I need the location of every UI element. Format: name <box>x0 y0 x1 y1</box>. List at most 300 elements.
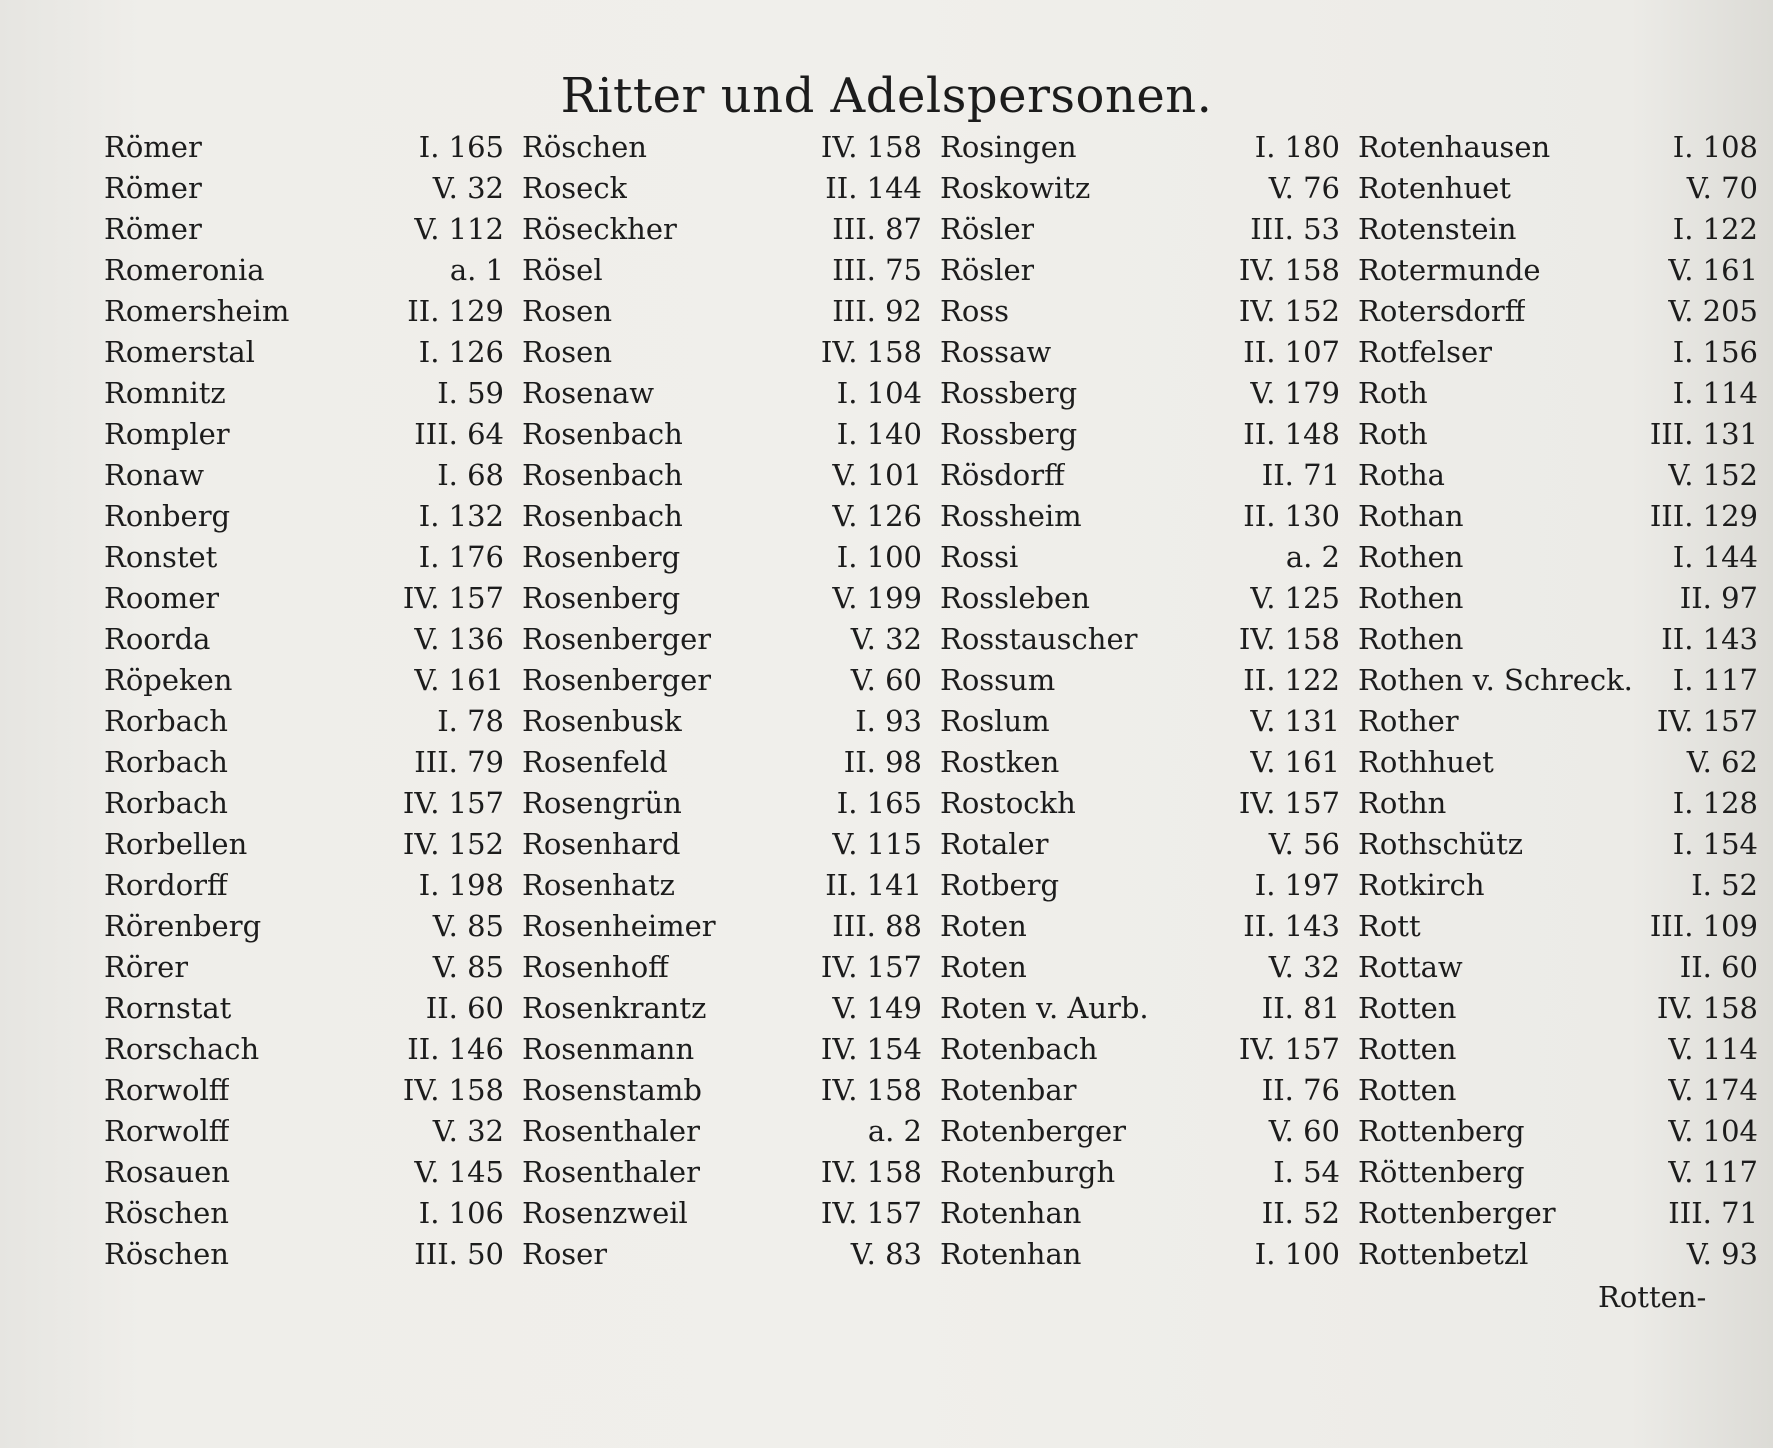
entry-name: Ronberg <box>104 499 231 533</box>
entry-name: Rothen v. Schreck. <box>1358 663 1633 697</box>
entry-name: Ronstet <box>104 540 218 574</box>
index-entry <box>940 458 1340 499</box>
entry-name: Rorwolff <box>104 1073 230 1107</box>
index-entry <box>1358 622 1758 663</box>
entry-reference: III. 87 <box>832 212 922 246</box>
entry-reference: a. 2 <box>1285 540 1340 574</box>
entry-name: Rothen <box>1358 540 1464 574</box>
entry-reference: V. 114 <box>1668 1032 1758 1066</box>
entry-name: Rosenberg <box>522 540 681 574</box>
entry-reference: V. 205 <box>1668 294 1758 328</box>
entry-name: Rotha <box>1358 458 1445 492</box>
entry-name: Roslum <box>940 704 1050 738</box>
entry-reference: III. 64 <box>414 417 504 451</box>
index-entry <box>1358 909 1758 950</box>
entry-reference: II. 52 <box>1261 1196 1340 1230</box>
index-entry <box>104 581 504 622</box>
entry-reference: V. 161 <box>1250 745 1340 779</box>
index-columns <box>104 130 1758 1280</box>
entry-name: Rosenhard <box>522 827 681 861</box>
entry-name: Rotenhan <box>940 1237 1082 1271</box>
entry-reference: V. 70 <box>1686 171 1758 205</box>
index-entry <box>1358 540 1758 581</box>
entry-reference: V. 93 <box>1686 1237 1758 1271</box>
entry-reference: II. 148 <box>1243 417 1340 451</box>
entry-name: Rösdorff <box>940 458 1065 492</box>
entry-name: Röschen <box>104 1196 229 1230</box>
index-entry <box>940 991 1340 1032</box>
index-entry <box>522 909 922 950</box>
index-entry <box>1358 1196 1758 1237</box>
entry-name: Rosenmann <box>522 1032 695 1066</box>
index-entry <box>522 253 922 294</box>
index-entry <box>104 1237 504 1278</box>
entry-reference: I. 68 <box>437 458 504 492</box>
entry-name: Rotenstein <box>1358 212 1517 246</box>
index-entry <box>104 1196 504 1237</box>
entry-name: Rothhuet <box>1358 745 1494 779</box>
entry-name: Rossberg <box>940 376 1078 410</box>
entry-name: Rothen <box>1358 622 1464 656</box>
index-entry <box>1358 1155 1758 1196</box>
entry-name: Roseck <box>522 171 628 205</box>
entry-name: Rossaw <box>940 335 1052 369</box>
index-column-3 <box>940 130 1340 1278</box>
index-entry <box>522 991 922 1032</box>
entry-reference: III. 75 <box>832 253 922 287</box>
entry-name: Rompler <box>104 417 230 451</box>
index-entry <box>940 1196 1340 1237</box>
entry-name: Rottenberger <box>1358 1196 1556 1230</box>
entry-name: Rossleben <box>940 581 1090 615</box>
index-entry <box>104 704 504 745</box>
index-entry <box>522 417 922 458</box>
entry-reference: I. 154 <box>1672 827 1758 861</box>
index-entry <box>940 171 1340 212</box>
entry-name: Rothan <box>1358 499 1464 533</box>
entry-name: Rosingen <box>940 130 1077 164</box>
index-column-4 <box>1358 130 1758 1278</box>
entry-name: Ross <box>940 294 1010 328</box>
index-entry <box>104 212 504 253</box>
entry-name: Röschen <box>104 1237 229 1271</box>
index-entry <box>940 1114 1340 1155</box>
entry-reference: V. 161 <box>1668 253 1758 287</box>
index-entry <box>522 171 922 212</box>
entry-name: Rossheim <box>940 499 1082 533</box>
index-entry <box>1358 663 1758 704</box>
entry-name: Roth <box>1358 417 1428 451</box>
entry-name: Rossi <box>940 540 1019 574</box>
index-entry <box>104 991 504 1032</box>
entry-reference: V. 174 <box>1668 1073 1758 1107</box>
entry-reference: V. 32 <box>1268 950 1340 984</box>
entry-reference: III. 131 <box>1649 417 1758 451</box>
index-entry <box>1358 376 1758 417</box>
index-entry <box>104 663 504 704</box>
entry-name: Rorbellen <box>104 827 248 861</box>
entry-name: Rosenbusk <box>522 704 682 738</box>
index-entry <box>522 581 922 622</box>
entry-reference: I. 100 <box>836 540 922 574</box>
entry-name: Rotenberger <box>940 1114 1126 1148</box>
entry-name: Rottaw <box>1358 950 1463 984</box>
entry-reference: IV. 157 <box>1238 1032 1340 1066</box>
index-entry <box>940 1237 1340 1278</box>
entry-name: Römer <box>104 130 202 164</box>
index-entry <box>522 499 922 540</box>
index-entry <box>522 827 922 868</box>
entry-name: Rösler <box>940 212 1035 246</box>
index-entry <box>940 909 1340 950</box>
entry-name: Rosenberg <box>522 581 681 615</box>
entry-reference: III. 129 <box>1649 499 1758 533</box>
index-entry <box>104 1073 504 1114</box>
index-entry <box>104 130 504 171</box>
index-entry <box>940 622 1340 663</box>
entry-reference: I. 59 <box>437 376 504 410</box>
entry-name: Rott <box>1358 909 1421 943</box>
entry-name: Rorbach <box>104 745 228 779</box>
index-entry <box>104 622 504 663</box>
entry-reference: I. 54 <box>1273 1155 1340 1189</box>
entry-reference: V. 115 <box>832 827 922 861</box>
entry-name: Rotenbar <box>940 1073 1077 1107</box>
entry-name: Rosenfeld <box>522 745 668 779</box>
entry-name: Röttenberg <box>1358 1155 1525 1189</box>
entry-name: Rotenbach <box>940 1032 1098 1066</box>
index-entry <box>522 130 922 171</box>
index-entry <box>940 868 1340 909</box>
entry-reference: IV. 157 <box>1656 704 1758 738</box>
entry-reference: II. 146 <box>407 1032 504 1066</box>
entry-reference: I. 117 <box>1672 663 1758 697</box>
index-entry <box>104 171 504 212</box>
index-entry <box>940 540 1340 581</box>
entry-name: Röschen <box>522 130 647 164</box>
entry-reference: IV. 158 <box>402 1073 504 1107</box>
entry-reference: V. 136 <box>414 622 504 656</box>
entry-name: Rostockh <box>940 786 1076 820</box>
entry-name: Rotersdorff <box>1358 294 1526 328</box>
entry-name: Rothn <box>1358 786 1447 820</box>
index-column-2 <box>522 130 922 1278</box>
entry-reference: I. 108 <box>1672 130 1758 164</box>
index-entry <box>940 1155 1340 1196</box>
entry-reference: II. 98 <box>843 745 922 779</box>
entry-name: Rosenbach <box>522 458 683 492</box>
entry-name: Rottenberg <box>1358 1114 1525 1148</box>
index-entry <box>1358 335 1758 376</box>
entry-name: Rösel <box>522 253 603 287</box>
index-entry <box>522 1155 922 1196</box>
entry-reference: II. 129 <box>407 294 504 328</box>
entry-name: Rorwolff <box>104 1114 230 1148</box>
index-entry <box>1358 745 1758 786</box>
entry-reference: I. 165 <box>418 130 504 164</box>
entry-reference: IV. 152 <box>1238 294 1340 328</box>
entry-reference: IV. 152 <box>402 827 504 861</box>
entry-name: Rotkirch <box>1358 868 1485 902</box>
entry-reference: I. 126 <box>418 335 504 369</box>
index-entry <box>940 335 1340 376</box>
index-entry <box>1358 417 1758 458</box>
index-entry <box>1358 294 1758 335</box>
entry-reference: I. 144 <box>1672 540 1758 574</box>
entry-reference: V. 60 <box>1268 1114 1340 1148</box>
entry-reference: V. 125 <box>1250 581 1340 615</box>
entry-reference: I. 165 <box>836 786 922 820</box>
index-entry <box>1358 827 1758 868</box>
entry-name: Rotten <box>1358 1073 1457 1107</box>
index-entry <box>1358 704 1758 745</box>
index-entry <box>1358 253 1758 294</box>
index-entry <box>104 1032 504 1073</box>
index-entry <box>1358 171 1758 212</box>
entry-reference: II. 144 <box>825 171 922 205</box>
entry-name: Rosenbach <box>522 417 683 451</box>
index-entry <box>940 663 1340 704</box>
entry-reference: IV. 157 <box>402 581 504 615</box>
entry-reference: V. 199 <box>832 581 922 615</box>
entry-reference: II. 97 <box>1679 581 1758 615</box>
index-entry <box>522 1114 922 1155</box>
index-entry <box>522 745 922 786</box>
entry-reference: I. 156 <box>1672 335 1758 369</box>
entry-reference: I. 197 <box>1254 868 1340 902</box>
entry-reference: IV. 158 <box>820 130 922 164</box>
entry-reference: a. 2 <box>867 1114 922 1148</box>
entry-name: Rosen <box>522 294 613 328</box>
index-entry <box>522 1032 922 1073</box>
index-entry <box>1358 499 1758 540</box>
index-entry <box>940 376 1340 417</box>
index-entry <box>104 499 504 540</box>
entry-reference: III. 109 <box>1649 909 1758 943</box>
index-entry <box>104 909 504 950</box>
entry-name: Rotberg <box>940 868 1060 902</box>
entry-name: Rotermunde <box>1358 253 1541 287</box>
entry-name: Roskowitz <box>940 171 1091 205</box>
entry-name: Rosstauscher <box>940 622 1138 656</box>
entry-name: Rosenthaler <box>522 1155 700 1189</box>
entry-name: Rosenstamb <box>522 1073 702 1107</box>
entry-reference: I. 100 <box>1254 1237 1340 1271</box>
entry-reference: IV. 157 <box>1238 786 1340 820</box>
entry-name: Rosauen <box>104 1155 230 1189</box>
index-entry <box>522 950 922 991</box>
entry-name: Rossum <box>940 663 1056 697</box>
entry-name: Rosenthaler <box>522 1114 700 1148</box>
entry-reference: II. 143 <box>1661 622 1758 656</box>
entry-reference: II. 143 <box>1243 909 1340 943</box>
entry-name: Römer <box>104 212 202 246</box>
entry-reference: IV. 158 <box>820 1073 922 1107</box>
index-entry <box>1358 1032 1758 1073</box>
index-entry <box>940 212 1340 253</box>
entry-reference: V. 32 <box>432 171 504 205</box>
entry-reference: V. 152 <box>1668 458 1758 492</box>
index-entry <box>522 212 922 253</box>
entry-name: Rosenberger <box>522 622 712 656</box>
index-entry <box>940 417 1340 458</box>
entry-reference: I. 176 <box>418 540 504 574</box>
index-entry <box>104 745 504 786</box>
entry-reference: I. 104 <box>836 376 922 410</box>
index-entry <box>522 786 922 827</box>
entry-name: Röpeken <box>104 663 233 697</box>
index-entry <box>522 1237 922 1278</box>
entry-reference: V. 145 <box>414 1155 504 1189</box>
entry-name: Romnitz <box>104 376 226 410</box>
entry-reference: III. 79 <box>414 745 504 779</box>
index-entry <box>1358 458 1758 499</box>
entry-name: Rossberg <box>940 417 1078 451</box>
entry-name: Röseckher <box>522 212 677 246</box>
entry-reference: IV. 158 <box>1656 991 1758 1025</box>
entry-reference: I. 140 <box>836 417 922 451</box>
entry-reference: IV. 157 <box>820 950 922 984</box>
entry-reference: III. 71 <box>1668 1196 1758 1230</box>
entry-name: Roten <box>940 950 1027 984</box>
entry-name: Romersheim <box>104 294 290 328</box>
index-entry <box>940 704 1340 745</box>
entry-name: Roomer <box>104 581 220 615</box>
entry-reference: a. 1 <box>449 253 504 287</box>
entry-name: Rosenhoff <box>522 950 669 984</box>
index-entry <box>104 417 504 458</box>
index-entry <box>104 827 504 868</box>
entry-reference: I. 122 <box>1672 212 1758 246</box>
entry-reference: V. 32 <box>850 622 922 656</box>
index-entry <box>104 376 504 417</box>
index-entry <box>104 253 504 294</box>
entry-name: Rörer <box>104 950 189 984</box>
entry-reference: II. 60 <box>1679 950 1758 984</box>
index-entry <box>1358 1073 1758 1114</box>
entry-reference: IV. 158 <box>820 1155 922 1189</box>
index-entry <box>1358 1114 1758 1155</box>
entry-name: Rotfelser <box>1358 335 1493 369</box>
index-entry <box>1358 581 1758 622</box>
entry-name: Rosenbach <box>522 499 683 533</box>
entry-reference: V. 126 <box>832 499 922 533</box>
index-entry <box>522 704 922 745</box>
entry-reference: V. 161 <box>414 663 504 697</box>
index-entry <box>104 458 504 499</box>
index-entry <box>1358 868 1758 909</box>
index-entry <box>522 622 922 663</box>
entry-reference: II. 122 <box>1243 663 1340 697</box>
index-entry <box>940 786 1340 827</box>
entry-name: Rorbach <box>104 786 228 820</box>
index-entry <box>1358 130 1758 171</box>
entry-reference: II. 130 <box>1243 499 1340 533</box>
index-entry <box>940 253 1340 294</box>
entry-reference: V. 32 <box>432 1114 504 1148</box>
index-entry <box>522 458 922 499</box>
entry-name: Rotten <box>1358 1032 1457 1066</box>
entry-reference: I. 180 <box>1254 130 1340 164</box>
entry-name: Rorbach <box>104 704 228 738</box>
index-entry <box>1358 786 1758 827</box>
entry-name: Rornstat <box>104 991 232 1025</box>
entry-name: Rosenberger <box>522 663 712 697</box>
entry-name: Rotenhan <box>940 1196 1082 1230</box>
entry-reference: I. 114 <box>1672 376 1758 410</box>
entry-reference: V. 85 <box>432 950 504 984</box>
entry-name: Roth <box>1358 376 1428 410</box>
entry-name: Rotenburgh <box>940 1155 1116 1189</box>
index-entry <box>522 663 922 704</box>
entry-reference: II. 141 <box>825 868 922 902</box>
index-entry <box>104 1155 504 1196</box>
index-entry <box>1358 1237 1758 1278</box>
entry-reference: V. 62 <box>1686 745 1758 779</box>
entry-reference: V. 76 <box>1268 171 1340 205</box>
entry-reference: IV. 157 <box>820 1196 922 1230</box>
index-entry <box>104 950 504 991</box>
index-entry <box>940 827 1340 868</box>
entry-reference: V. 131 <box>1250 704 1340 738</box>
entry-name: Rosengrün <box>522 786 682 820</box>
entry-reference: II. 71 <box>1261 458 1340 492</box>
index-entry <box>522 1073 922 1114</box>
entry-name: Rorschach <box>104 1032 260 1066</box>
index-entry <box>522 376 922 417</box>
entry-name: Rotenhausen <box>1358 130 1551 164</box>
index-entry <box>940 294 1340 335</box>
entry-name: Rosenhatz <box>522 868 675 902</box>
entry-reference: I. 93 <box>855 704 922 738</box>
index-entry <box>940 1032 1340 1073</box>
index-entry <box>940 745 1340 786</box>
entry-name: Romeronia <box>104 253 265 287</box>
entry-reference: V. 56 <box>1268 827 1340 861</box>
entry-name: Rotten <box>1358 991 1457 1025</box>
entry-name: Rostken <box>940 745 1060 779</box>
entry-reference: II. 60 <box>425 991 504 1025</box>
entry-reference: V. 112 <box>414 212 504 246</box>
catchword: Rotten- <box>1598 1280 1707 1314</box>
index-entry <box>940 130 1340 171</box>
entry-reference: V. 149 <box>832 991 922 1025</box>
entry-reference: I. 106 <box>418 1196 504 1230</box>
index-entry <box>940 499 1340 540</box>
entry-reference: V. 179 <box>1250 376 1340 410</box>
index-entry <box>940 950 1340 991</box>
entry-reference: III. 50 <box>414 1237 504 1271</box>
entry-reference: IV. 157 <box>402 786 504 820</box>
index-entry <box>940 581 1340 622</box>
entry-name: Roten v. Aurb. <box>940 991 1149 1025</box>
entry-reference: V. 83 <box>850 1237 922 1271</box>
index-column-1 <box>104 130 504 1278</box>
index-entry <box>522 335 922 376</box>
entry-name: Römer <box>104 171 202 205</box>
entry-reference: V. 85 <box>432 909 504 943</box>
entry-reference: III. 88 <box>832 909 922 943</box>
entry-name: Rösler <box>940 253 1035 287</box>
entry-reference: IV. 158 <box>1238 253 1340 287</box>
entry-name: Roser <box>522 1237 608 1271</box>
entry-reference: II. 81 <box>1261 991 1340 1025</box>
index-entry <box>1358 212 1758 253</box>
entry-reference: I. 78 <box>437 704 504 738</box>
index-entry <box>104 1114 504 1155</box>
entry-reference: III. 53 <box>1250 212 1340 246</box>
entry-reference: III. 92 <box>832 294 922 328</box>
